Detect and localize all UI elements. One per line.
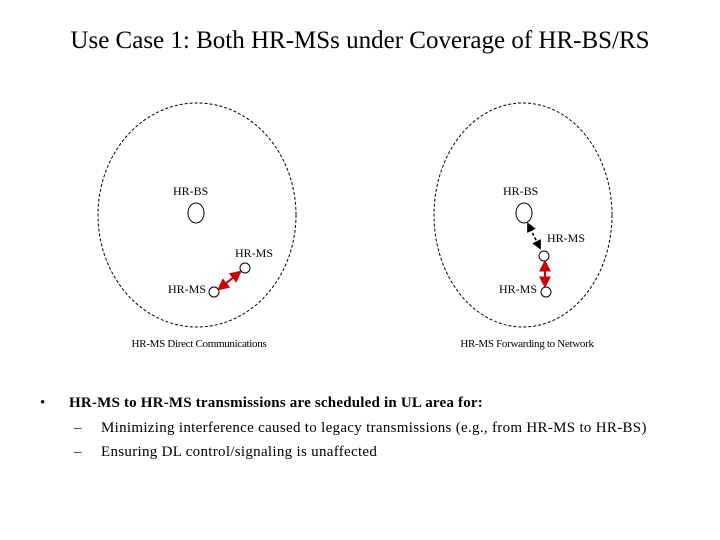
right-ms-lower-node xyxy=(541,287,551,297)
bullet-marker: • xyxy=(40,395,46,411)
left-bs-node xyxy=(188,203,204,223)
sub-bullet-item: Minimizing interference caused to legacy transmissions (e.g., from HR-MS to HR-BS) xyxy=(101,420,647,436)
slide-title: Use Case 1: Both HR-MSs under Coverage of HR-BS/RS xyxy=(70,27,650,54)
right-ms-lower-label: HR-MS xyxy=(499,282,538,296)
right-bs-node xyxy=(516,203,532,223)
left-direct-link xyxy=(219,272,240,289)
left-ms-upper-label: HR-MS xyxy=(235,246,274,260)
right-cell-caption: HR-MS Forwarding to Network xyxy=(460,338,594,350)
left-ms-lower-label: HR-MS xyxy=(168,282,207,296)
left-ms-lower-node xyxy=(209,287,219,297)
left-cell-caption: HR-MS Direct Communications xyxy=(131,338,267,350)
right-bs-label: HR-BS xyxy=(503,184,539,198)
right-ms-upper-label: HR-MS xyxy=(547,231,586,245)
sub-bullet-marker: – xyxy=(74,420,82,436)
sub-bullet-item: Ensuring DL control/signaling is unaffected xyxy=(101,444,378,460)
left-bs-label: HR-BS xyxy=(173,184,209,198)
left-ms-upper-node xyxy=(240,263,250,273)
right-coverage-cell xyxy=(434,103,612,350)
bullet-heading: HR-MS to HR-MS transmissions are scheduled in UL area for: xyxy=(69,395,483,411)
right-relay-link xyxy=(528,224,540,248)
right-ms-upper-node xyxy=(539,251,549,261)
left-coverage-cell xyxy=(98,103,296,350)
sub-bullet-marker: – xyxy=(74,444,82,460)
